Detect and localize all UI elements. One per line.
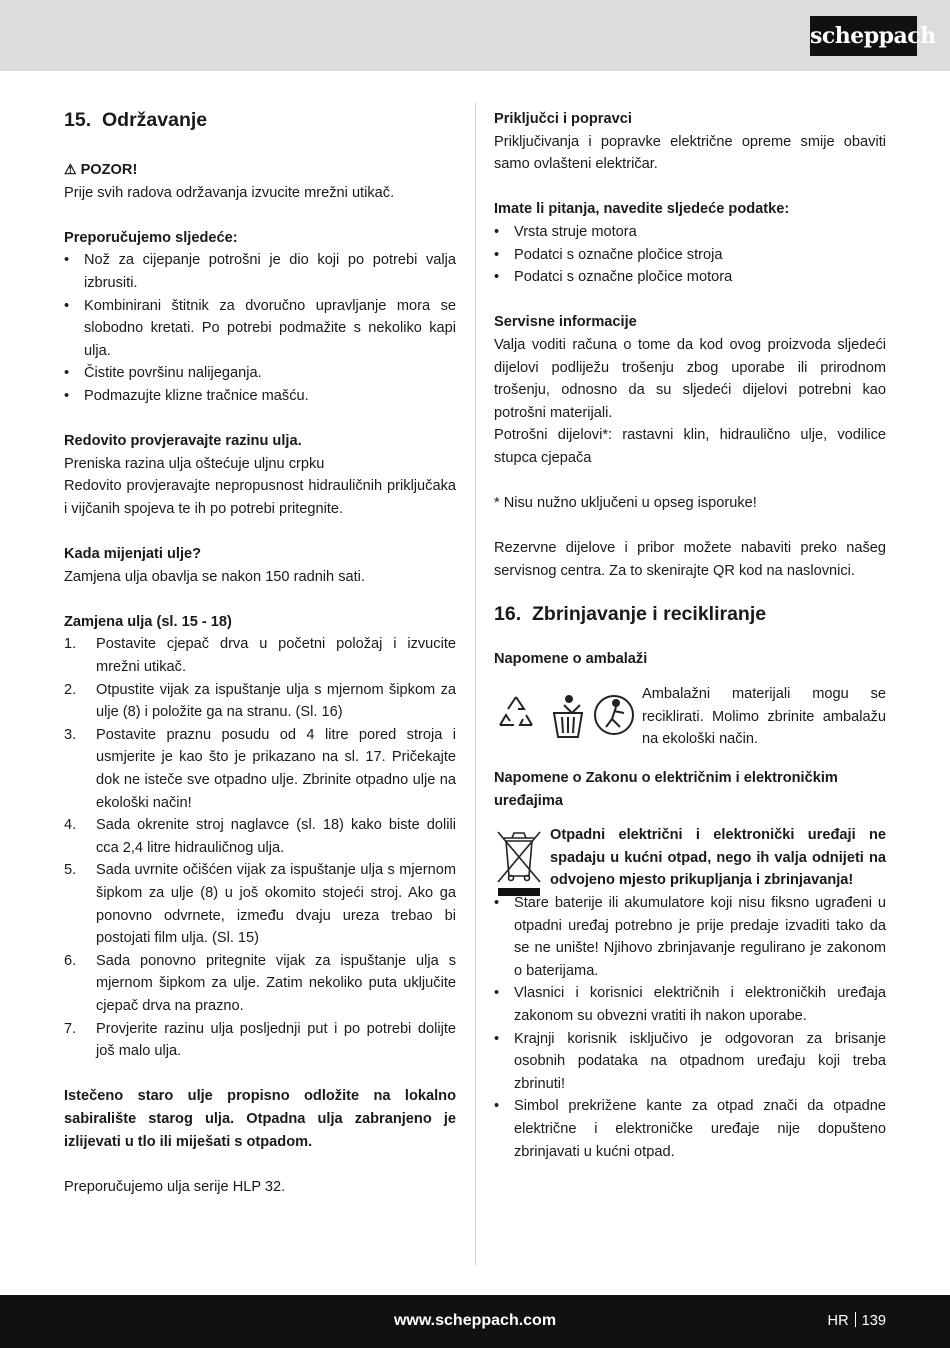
oil-check-text-2: Redovito provjeravajte nepropusnost hidrauličnih priključaka i vijčanih spojeva te ih po potrebi pritegnite. [64,478,456,517]
step-item: 6. Sada ponovno pritegnite vijak za ispuštanje ulja s mjernom šipkom za ulje. Zatim nekoliko puta uključite cjepač drva na prazno. [64,952,456,1014]
service-note: * Nisu nužno uključeni u opseg isporuke! [494,495,757,512]
recommend-list [64,249,456,407]
list-item: • Vrsta struje motora [494,221,886,244]
packaging-text: Ambalažni materijali mogu se reciklirati. Molimo zbrinite ambalažu na ekološki način. [642,686,886,748]
weee-notice [494,824,886,892]
disposal-warning: Istečeno staro ulje propisno odložite na lokalno sabiralište starog ulja. Otpadna ulja zabranjeno je izlijevati u tlo ili miješati s otpadom. [64,1088,456,1150]
step-item: 5. Sada uvrnite očišćen vijak za ispuštanje ulja s mjernom šipkom za ulje (8) u još okomito stojeći stroj. Ako ga ponovno odvrnete, između dvaju ureza trebao bi postojati film ulja. (Sl. 15) [64,862,456,947]
column-divider [475,103,476,1265]
step-item: 4. Sada okrenite stroj naglavce (sl. 18) kako biste dolili cca 2,4 litre hidrauličnog ulja. [64,817,456,856]
packaging-icons [494,691,639,739]
person-recycle-icon [595,696,633,734]
crossed-bin-icon [494,828,544,898]
spare-parts-text: Rezervne dijelove i pribor možete nabaviti preko našeg servisnog centra. Za to skenirajte QR kod na naslovnici. [494,540,886,579]
oil-check-title: Redovito provjeravajte razinu ulja. [64,433,302,450]
list-item: • Stare baterije ili akumulatore koji nisu fiksno ugrađeni u otpadni uređaj potrebno je prije predaje izvaditi tako da se ne unište! Njihovo zbrinjavanje regulirano je zakonom o baterijama. [494,892,886,982]
recycle-icon [500,697,532,725]
warning-title: ⚠ POZOR! [64,158,456,182]
service-title: Servisne informacije [494,314,637,331]
header-bar [0,0,950,71]
list-item: • Krajnji korisnik isključivo je odgovoran za brisanje osobnih podataka na otpadnom uređaju koji treba zbrinuti! [494,1028,886,1096]
scheppach-logo: scheppach [810,16,917,56]
list-item: • Podatci s označne pločice motora [494,266,886,289]
recommend-title: Preporučujemo sljedeće: [64,229,238,246]
questions-title: Imate li pitanja, navedite sljedeće podatke: [494,201,790,218]
oil-change-title: Zamjena ulja (sl. 15 - 18) [64,613,232,630]
left-column [64,108,456,1198]
step-item: 2. Otpustite vijak za ispuštanje ulja s mjernom šipkom za ulje (8) i položite ga na stranu. (Sl. 16) [64,681,456,721]
footer-url: www.scheppach.com [393,1312,557,1329]
warning-text: Prije svih radova održavanja izvucite mrežni utikač. [64,184,395,201]
connections-title: Priključci i popravci [494,111,632,127]
oil-change-when-title: Kada mijenjati ulje? [64,546,202,563]
footer-bar [0,1295,950,1348]
litter-bin-icon [554,696,582,737]
oil-change-when-text: Zamjena ulja obavlja se nakon 150 radnih sati. [64,568,365,585]
page-number: HR 139 [827,1313,886,1329]
oil-check-text-1: Preniska razina ulja oštećuje uljnu crpku [64,455,325,472]
weee-list [494,892,886,1163]
packaging-notice [494,683,886,755]
service-text-2: Potrošni dijelovi*: rastavni klin, hidraulično ulje, vodilice stupca cjepača [494,427,886,466]
service-text-1: Valja voditi računa o tome da kod ovog proizvoda sljedeći dijelovi podliježu trošenju zbog uporabe ili prirodnom trošenju, odnosno da su sljedeći dijelovi potrebni kao potrošni materijali. [494,336,886,421]
list-item: • Nož za cijepanje potrošni je dio koji po potrebi valja izbrusiti. [64,249,456,294]
packaging-title: Napomene o ambalaži [494,651,648,668]
step-item: 3. Postavite praznu posudu od 4 litre pored stroja i usmjerite je kao što je prikazano na sl. 17. Pričekajte dok ne isteče sve otpadno ulje. Zbrinite otpadno ulje na ekološki način! [64,726,456,811]
list-item: • Podmazujte klizne tračnice mašću. [64,385,456,408]
list-item: • Kombinirani štitnik za dvoručno upravljanje mora se slobodno kretati. Po potrebi podmažite s nekoliko kapi ulja. [64,295,456,363]
connections-text: Priključivanja i popravke električne opreme smije obaviti samo ovlašteni električar. [494,133,886,173]
list-item: • Simbol prekrižene kante za otpad znači da otpadne električne i elektroničke uređaje nije dopušteno zbrinjavati u kućni otpad. [494,1095,886,1163]
questions-list [494,221,886,289]
step-item: 1. Postavite cjepač drva u početni položaj i izvucite mrežni utikač. [64,636,456,676]
list-item: • Vlasnici i korisnici električnih i elektroničkih uređaja zakonom su obvezni vratiti ih nakon uporabe. [494,982,886,1027]
oil-recommendation: Preporučujemo ulja serije HLP 32. [64,1178,286,1195]
warning-triangle-icon: ⚠ [64,161,77,177]
section-heading-maintenance: 15. Održavanje [64,109,208,131]
weee-bold-text: Otpadni električni i elektronički uređaji ne spadaju u kućni otpad, nego ih valja odnijeti na odvojeno mjesto prikupljanja i zbrinjavanja! [550,827,886,889]
right-column [494,108,886,1163]
weee-title: Napomene o Zakonu o električnim i elektroničkim uređajima [494,770,838,809]
step-item: 7. Provjerite razinu ulja posljednji put i po potrebi dolijte još malo ulja. [64,1020,456,1060]
list-item: • Podatci s označne pločice stroja [494,244,886,267]
list-item: • Čistite površinu nalijeganja. [64,362,456,385]
section-heading-disposal: 16. Zbrinjavanje i recikliranje [494,603,767,626]
oil-change-steps [64,633,456,1062]
